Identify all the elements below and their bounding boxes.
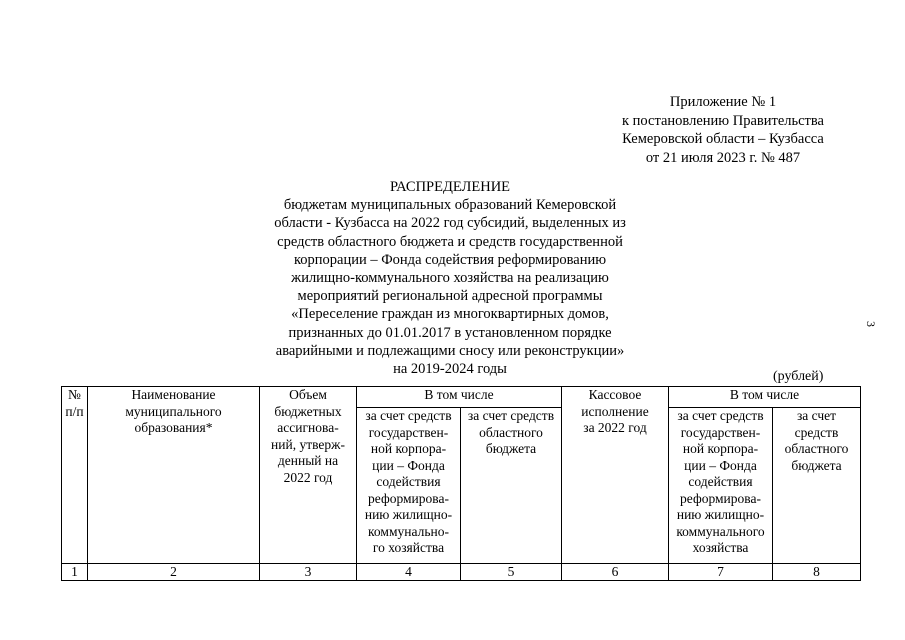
appendix-line: Приложение № 1 <box>669 94 777 110</box>
column-number: 4 <box>357 564 461 581</box>
header-regional-allocation: за счет средств областного бюджета <box>461 408 562 564</box>
column-number: 5 <box>461 564 562 581</box>
page-number: 3 <box>864 321 878 327</box>
header-municipality: Наименование муниципального образования* <box>88 387 260 564</box>
distribution-table <box>61 386 861 581</box>
header-fund-allocation: за счет средств государствен- ной корпора- ции – Фонда содействия реформирова- нию жилищно- коммунально- го хозяйства <box>357 408 461 564</box>
header-including-group-2: В том числе <box>669 387 861 408</box>
header-regional-execution: за счет средств областного бюджета <box>773 408 861 564</box>
appendix-line: к постановлению Правительства <box>622 112 824 129</box>
column-number: 8 <box>773 564 861 581</box>
table-header-row <box>62 387 861 408</box>
header-fund-execution: за счет средств государствен- ной корпора- ции – Фонда содействия реформирова- нию жилищно- коммунального хозяйства <box>669 408 773 564</box>
column-number: 6 <box>562 564 669 581</box>
appendix-line: Кемеровской области – Кузбасса <box>622 131 824 147</box>
units-label: (рублей) <box>773 369 824 384</box>
title-line: признанных до 01.01.2017 в установленном порядке <box>288 324 612 341</box>
title-line: аварийными и подлежащими сносу или реконструкции» <box>275 342 625 359</box>
title-line: «Переселение граждан из многоквартирных домов, <box>291 306 609 323</box>
title-line: на 2019-2024 годы <box>393 361 507 378</box>
header-budget-allocation: Объем бюджетных ассигнова- ний, утверж- денный на 2022 год <box>260 387 357 564</box>
column-number: 1 <box>62 564 88 581</box>
title-line: бюджетам муниципальных образований Кемеровской <box>283 197 617 214</box>
title-line: жилищно-коммунального хозяйства на реализацию <box>291 270 609 287</box>
header-cash-execution: Кассовое исполнение за 2022 год <box>562 387 669 564</box>
title-line: мероприятий региональной адресной программы <box>297 288 603 305</box>
column-number: 2 <box>88 564 260 581</box>
column-number: 3 <box>260 564 357 581</box>
title-line: корпорации – Фонда содействия реформированию <box>293 251 607 268</box>
document-title <box>240 178 660 378</box>
title-line: области - Кузбасса на 2022 год субсидий, выделенных из <box>274 215 626 232</box>
title-heading: РАСПРЕДЕЛЕНИЕ <box>389 179 511 195</box>
title-line: средств областного бюджета и средств государственной <box>277 233 623 250</box>
appendix-header <box>600 93 846 167</box>
header-including-group-1: В том числе <box>357 387 562 408</box>
column-number: 7 <box>669 564 773 581</box>
column-number-row <box>62 564 861 581</box>
appendix-line: от 21 июля 2023 г. № 487 <box>645 149 801 166</box>
header-number: № п/п <box>62 387 88 564</box>
